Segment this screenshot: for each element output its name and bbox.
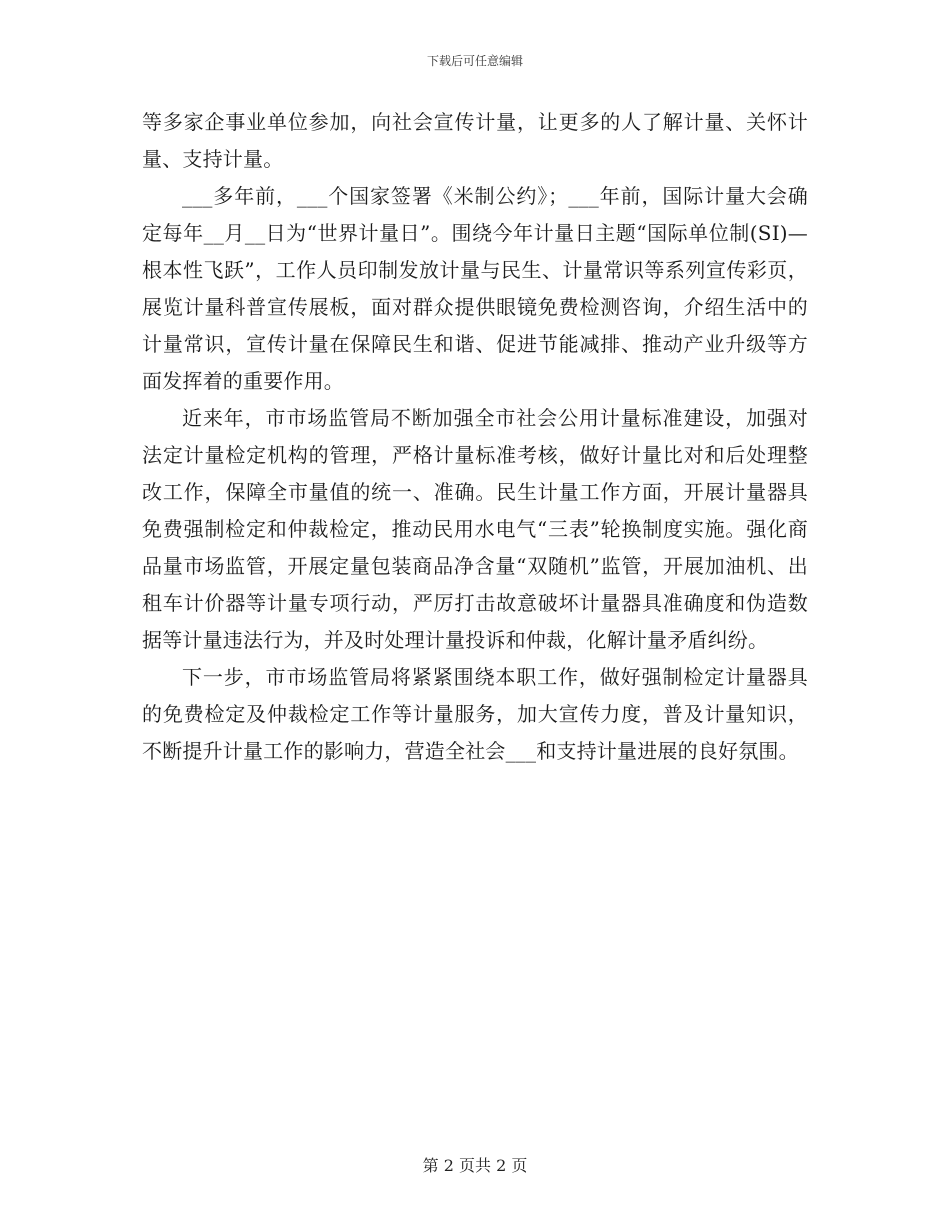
paragraph-next-steps: 下一步，市市场监管局将紧紧围绕本职工作，做好强制检定计量器具的免费检定及仲裁检定工作等计量服务，加大宣传力度，普及计量知识，不断提升计量工作的影响力，营造全社会___和支持计量进展的良好氛围。 — [142, 665, 808, 763]
page-number-footer: 第 2 页共 2 页 — [422, 1156, 528, 1175]
paragraph-recent-work: 近来年，市市场监管局不断加强全市社会公用计量标准建设，加强对法定计量检定机构的管理，严格计量标准考核，做好计量比对和后处理整改工作，保障全市量值的统一、准确。民生计量工作方面，开展计量器具免费强制检定和仲裁检定，推动民用水电气“三表”轮换制度实施。强化商品量市场监管，开展定量包装商品净含量“双随机”监管，开展加油机、出租车计价器等计量专项行动，严厉打击故意破坏计量器具准确度和伪造数据等计量违法行为，并及时处理计量投诉和仲裁，化解计量矛盾纠纷。 — [142, 406, 808, 652]
document-body — [142, 104, 808, 770]
page-header: 下载后可任意编辑 — [426, 54, 523, 68]
paragraph-world-metrology-day: ___多年前，___个国家签署《米制公约》；___年前，国际计量大会确定每年__月__日为“世界计量日”。围绕今年计量日主题“国际单位制(SI)—根本性飞跃”，工作人员印制发放计量与民生、计量常识等系列宣传彩页，展览计量科普宣传展板，面对群众提供眼镜免费检测咨询，介绍生活中的计量常识，宣传计量在保障民生和谐、促进节能减排、推动产业升级等方面发挥着的重要作用。 — [142, 184, 808, 393]
paragraph-continuation: 等多家企事业单位参加，向社会宣传计量，让更多的人了解计量、关怀计量、支持计量。 — [142, 110, 808, 171]
